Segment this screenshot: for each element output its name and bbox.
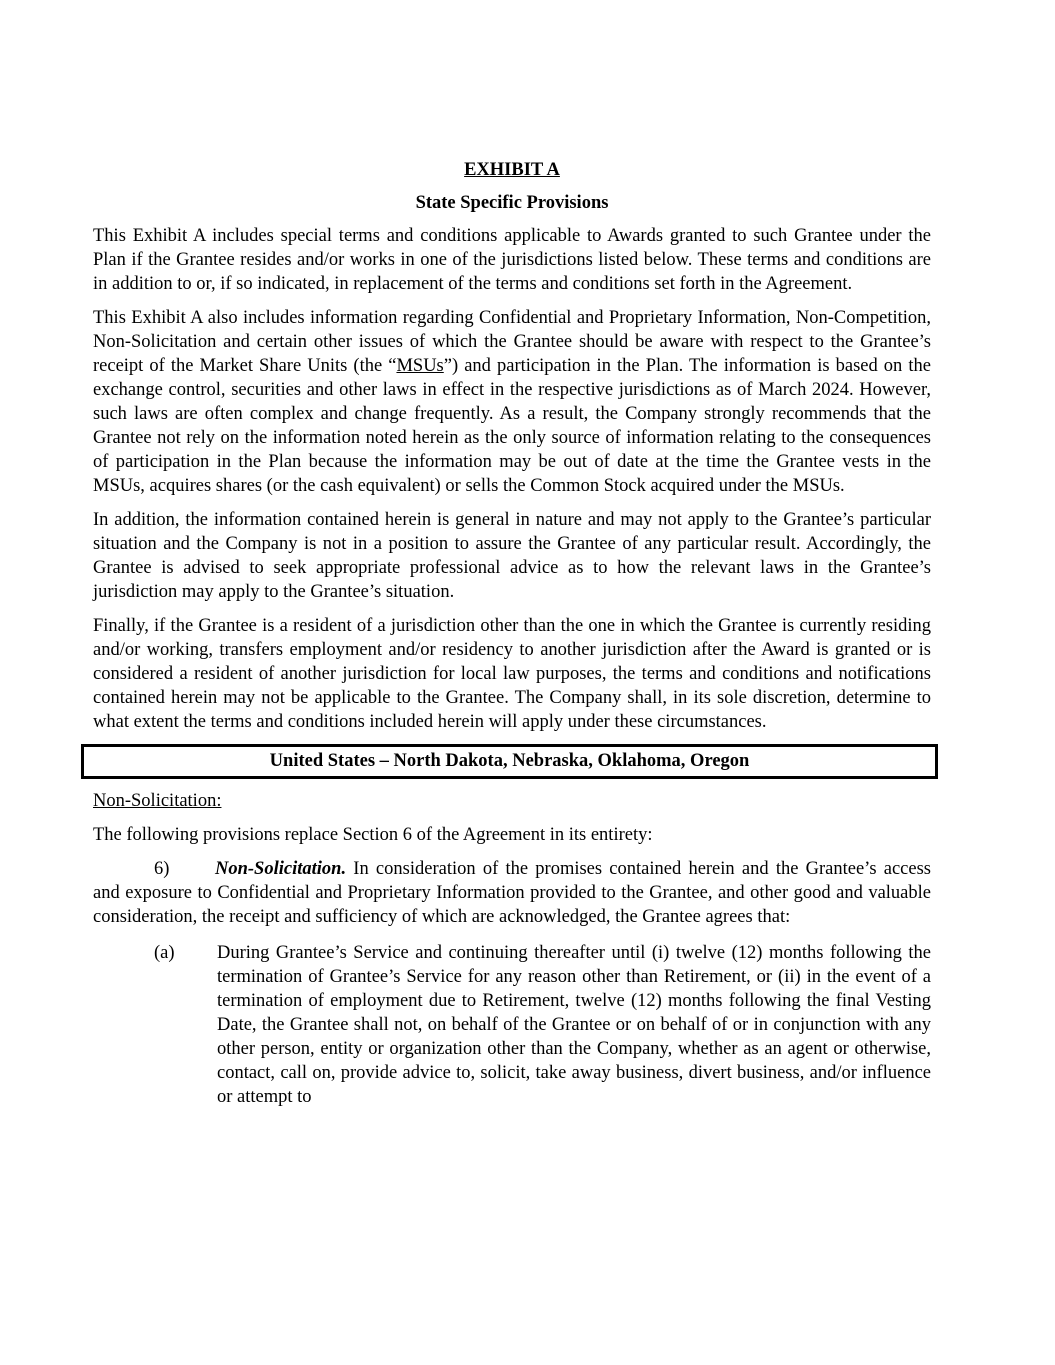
- intro-paragraph-2: [93, 306, 931, 498]
- exhibit-subtitle: State Specific Provisions: [415, 193, 609, 213]
- non-solicitation-heading-text: Non-Solicitation:: [93, 791, 222, 811]
- intro-paragraph-3: In addition, the information contained herein is general in nature and may not apply to the Grantee’s particular situation and the Company is not in a position to assure the Grantee of any particular result. Accordingly, the Grantee is advised to seek appropriate professional advice as to how the relevant laws in the Grantee’s jurisdiction may apply to the Grantee’s situation.: [93, 510, 931, 602]
- msus-defined-term: MSUs: [396, 356, 444, 376]
- section-6-number: 6): [154, 859, 170, 879]
- section-6-paragraph: [93, 857, 931, 929]
- section-6-text: In consideration of the promises contained herein and the Grantee’s access and exposure to Confidential and Proprietary Information provided to the Grantee, and other good and valuable consideration, the receipt and sufficiency of which are acknowledged, the Grantee agrees that:: [93, 859, 931, 927]
- sub-clause-a-text: During Grantee’s Service and continuing thereafter until (i) twelve (12) months following the termination of Grantee’s Service for any reason other than Retirement, or (ii) in the event of a termination of employment due to Retirement, twelve (12) months following the final Vesting Date, the Grantee shall not, on behalf of the Grantee or on behalf of or in conjunction with any other person, entity or organization other than the Company, whether as an agent or otherwise, contact, call on, provide advice to, solicit, take away business, divert business, and/or influence or attempt to: [217, 943, 931, 1107]
- intro-paragraph-2-text-after: ”) and participation in the Plan. The information is based on the exchange control, securities and other laws in effect in the respective jurisdictions as of March 2024. However, such laws are often complex and change frequently. As a result, the Company strongly recommends that the Grantee not rely on the information noted herein as the only source of information relating to the consequences of participation in the Plan because the information may be out of date at the time the Grantee vests in the MSUs, acquires shares (or the cash equivalent) or sells the Common Stock acquired under the MSUs.: [93, 356, 931, 496]
- sub-clause-a-label: (a): [154, 943, 175, 963]
- non-solicitation-heading: [93, 789, 931, 813]
- sub-clause-a: [93, 941, 931, 1109]
- intro-paragraph-1: This Exhibit A includes special terms and conditions applicable to Awards granted to such Grantee under the Plan if the Grantee resides and/or works in one of the jurisdictions listed below. These terms and conditions are in addition to or, if so indicated, in replacement of the terms and conditions set forth in the Agreement.: [93, 226, 931, 294]
- intro-paragraph-2-text-before: This Exhibit A also includes information regarding Confidential and Proprietary Information, Non-Competition, Non-Solicitation and certain other issues of which the Grantee should be aware with respect to the Grantee’s receipt of the Market Share Units (the “: [93, 308, 931, 376]
- exhibit-title: EXHIBIT A: [464, 160, 560, 180]
- replacement-note: The following provisions replace Section 6 of the Agreement in its entirety:: [93, 825, 653, 845]
- document-body: [93, 158, 931, 1119]
- intro-paragraph-4: Finally, if the Grantee is a resident of a jurisdiction other than the one in which the Grantee is currently residing and/or working, transfers employment and/or residency to another jurisdiction after the Award is granted or is considered a resident of another jurisdiction for local law purposes, the terms and conditions and notifications contained herein may not be applicable to the Grantee. The Company shall, in its sole discretion, determine to what extent the terms and conditions included herein will apply under these circumstances.: [93, 616, 931, 732]
- jurisdiction-section-header: United States – North Dakota, Nebraska, Oklahoma, Oregon: [81, 744, 938, 779]
- section-6-title: Non-Solicitation.: [215, 859, 347, 879]
